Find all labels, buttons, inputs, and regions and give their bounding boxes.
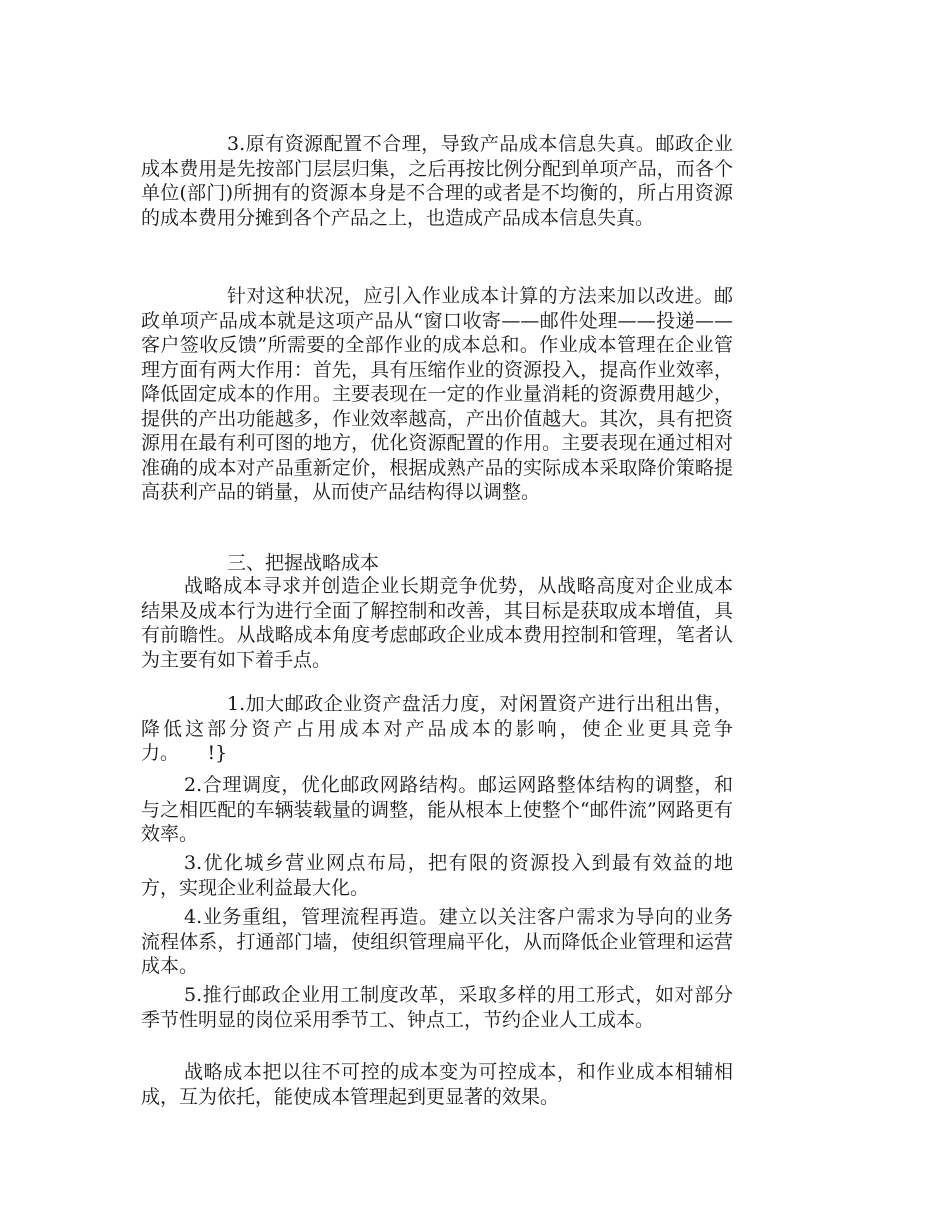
paragraph-activity-based-costing: 针对这种状况，应引入作业成本计算的方法来加以改进。邮政单项产品成本就是这项产品从“窗口收寄——邮件处理——投递——客户签收反馈”所需要的全部作业的成本总和。作业成本管理在企业管理方面有两大作用：首先，具有压缩作业的资源投入，提高作业效率，降低固定成本的作用。主要表现在一定的作业量消耗的资源费用越少，提供的产出功能越多，作业效率越高，产出价值越大。其次，具有把资源用在最有利可图的地方，优化资源配置的作用。主要表现在通过相对准确的成本对产品重新定价，根据成熟产品的实际成本采取降价策略提高获利产品的销量，从而使产品结构得以调整。 [141, 285, 733, 503]
list-item-employment-reform: 5.推行邮政企业用工制度改革，采取多样的用工形式，如对部分季节性明显的岗位采用季节工、钟点工，节约企业人工成本。 [141, 984, 733, 1031]
list-item-asset-utilization: 1.加大邮政企业资产盘活力度，对闲置资产进行出租出售，降低这部分资产占用成本对产品成本的影响，使企业更具竞争力。 !} [141, 693, 733, 764]
list-item-outlet-layout: 3.优化城乡营业网点布局，把有限的资源投入到最有效益的地方，实现企业利益最大化。 [141, 852, 733, 899]
paragraph-resource-allocation: 3.原有资源配置不合理，导致产品成本信息失真。邮政企业成本费用是先按部门层层归集，之后再按比例分配到单项产品，而各个单位(部门)所拥有的资源本身是不合理的或者是不均衡的，所占用资源的成本费用分摊到各个产品之上，也造成产品成本信息失真。 [141, 133, 733, 229]
list-item-network-optimization: 2.合理调度，优化邮政网路结构。邮运网路整体结构的调整，和与之相匹配的车辆装载量的调整，能从根本上使整个“邮件流”网路更有效率。 [141, 774, 733, 845]
list-item-process-reengineering: 4.业务重组，管理流程再造。建立以关注客户需求为导向的业务流程体系，打通部门墙，使组织管理扁平化，从而降低企业管理和运营成本。 [141, 906, 733, 977]
paragraph-strategic-cost-intro: 战略成本寻求并创造企业长期竞争优势，从战略高度对企业成本结果及成本行为进行全面了解控制和改善，其目标是获取成本增值，具有前瞻性。从战略成本角度考虑邮政企业成本费用控制和管理，笔者认为主要有如下着手点。 [141, 575, 733, 671]
paragraph-conclusion: 战略成本把以往不可控的成本变为可控成本，和作业成本相辅相成，互为依托，能使成本管理起到更显著的效果。 [141, 1061, 733, 1108]
section-heading-strategic-cost: 三、把握战略成本 [227, 552, 380, 574]
